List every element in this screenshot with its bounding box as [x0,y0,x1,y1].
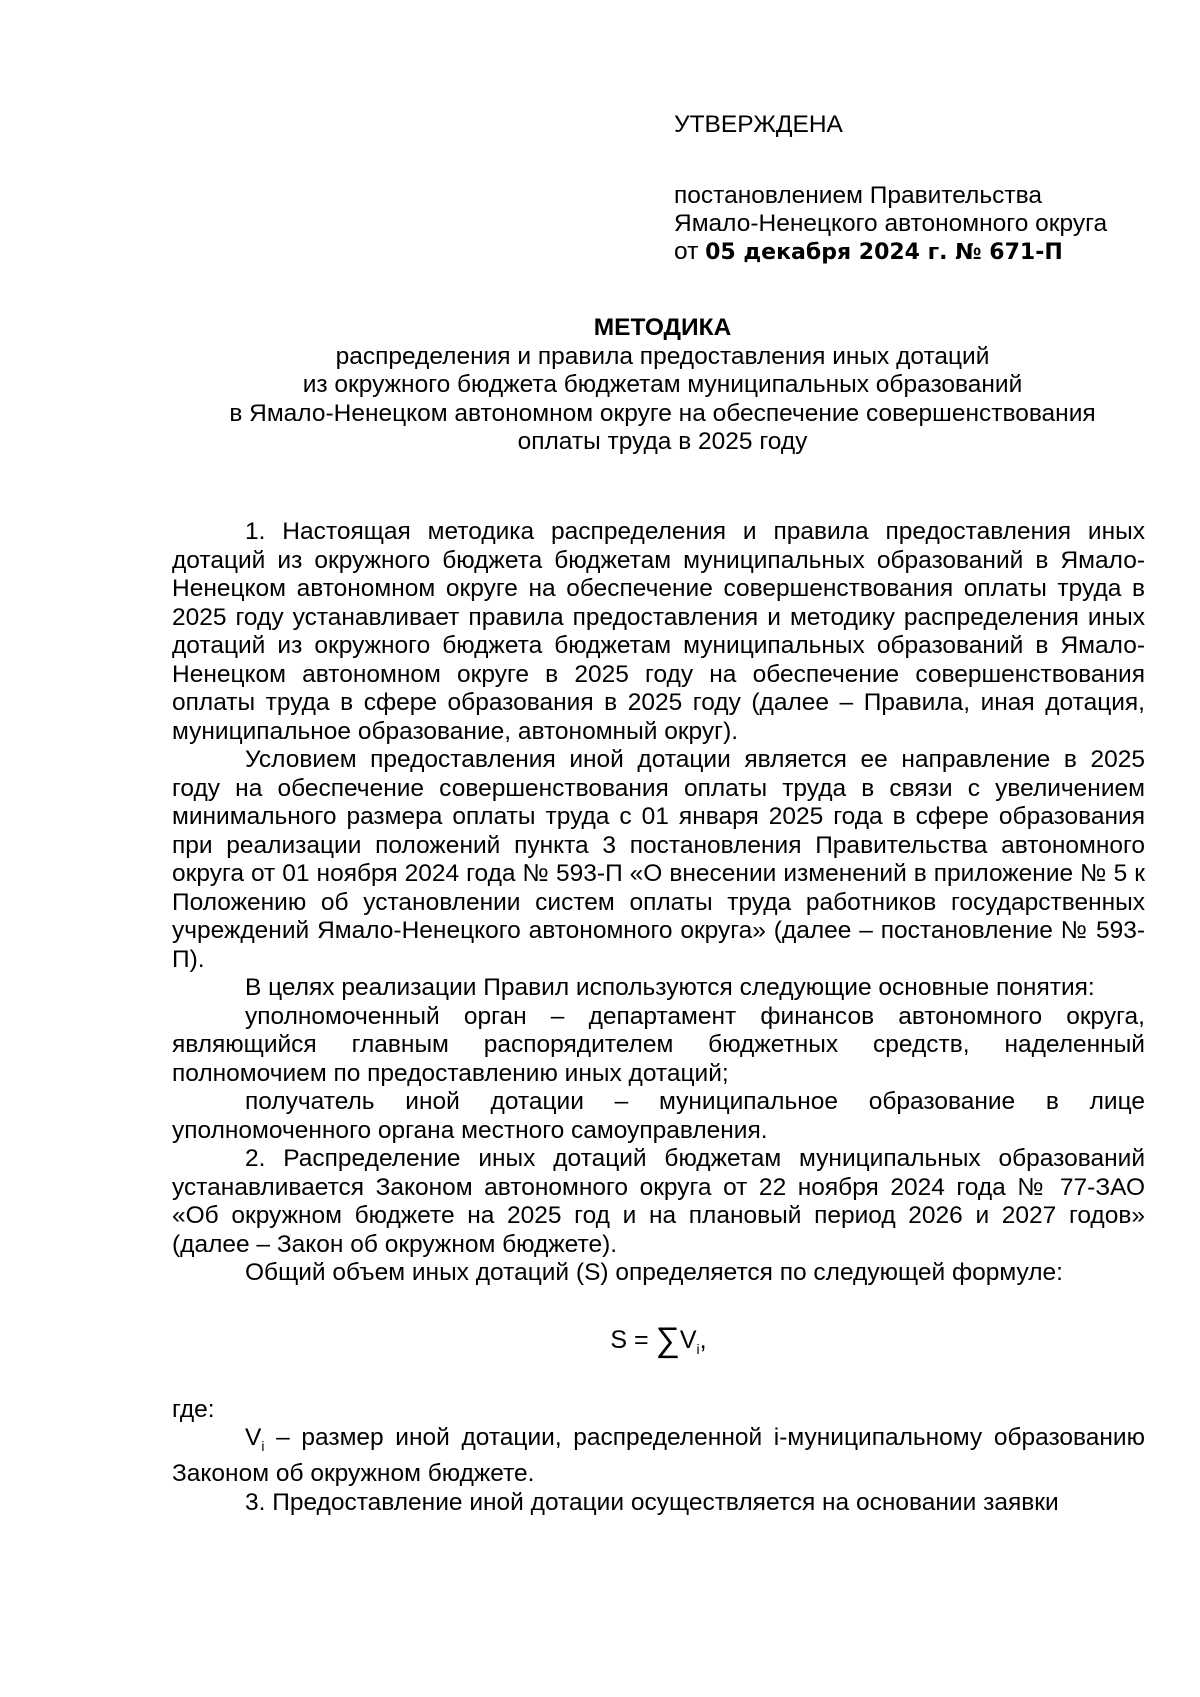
definition-subscript: i [261,1437,265,1454]
approval-line-2: Ямало-Ненецкого автономного округа [674,210,1108,237]
approval-date-prefix: от [674,238,706,265]
paragraph-terms-intro: В целях реализации Правил используются следующие основные понятия: [245,974,1095,1001]
formula-subscript: i [696,1340,700,1357]
formula-variable: V [679,1325,697,1354]
approval-block [674,111,1107,267]
subtitle-line: оплаты труда в 2025 году [517,428,808,455]
subtitle-line: распределения и правила предоставления иных дотаций [335,342,990,370]
paragraph-term-recipient: получатель иной дотации – муниципальное образование в лице уполномоченного органа местного самоуправления. [172,1088,1145,1144]
formula-tail: , [699,1325,707,1354]
definition-text: – размер иной дотации, распределенной i-муниципальному образованию Законом об окружном бюджете. [172,1424,1145,1488]
document-heading [150,314,1175,457]
subtitle-line: из окружного бюджета бюджетам муниципальных образований [302,371,1023,398]
approval-title: УТВЕРЖДЕНА [674,111,843,138]
document-type: МЕТОДИКА [593,314,732,341]
formula-lhs: S = [610,1325,656,1354]
definition-vi [172,1424,1145,1489]
definition-variable: V [245,1424,262,1451]
approval-details [674,182,1107,267]
approval-date-line [674,238,1107,267]
document-body [172,518,1145,1517]
approval-date-number: 05 декабря 2024 г. № 671-П [705,240,1063,265]
subtitle-line: в Ямало-Ненецком автономном округе на обеспечение совершенствования [229,399,1096,427]
paragraph-3: 3. Предоставление иной дотации осуществляется на основании заявки [245,1488,1059,1516]
paragraph-term-authority: уполномоченный орган – департамент финансов автономного округа, являющийся главным распорядителем бюджетных средств, наделенный полномочием по предоставлению иных дотаций; [172,1002,1145,1087]
paragraph-formula-intro: Общий объем иных дотаций (S) определяется по следующей формуле: [245,1259,1063,1286]
paragraph-1: 1. Настоящая методика распределения и правила предоставления иных дотаций из окружного бюджета бюджетам муниципальных образований в Ямало-Ненецком автономном округе на обеспечение совершенствования оплаты труда в 2025 году устанавливает правила предоставления и методику распределения иных дотаций из окружного бюджета бюджетам муниципальных образований в Ямало-Ненецком автономном округе в 2025 году на обеспечение совершенствования оплаты труда в сфере образования в 2025 году (далее – Правила, иная дотация, муниципальное образование, автономный округ). [172,518,1145,745]
formula [172,1320,1145,1366]
approval-line-1: постановлением Правительства [674,182,1042,209]
sum-symbol: ∑ [655,1320,680,1359]
paragraph-condition: Условием предоставления иной дотации является ее направление в 2025 году на обеспечение совершенствования оплаты труда в связи с увеличением минимального размера оплаты труда с 01 января 2025 года в сфере образования при реализации положений пункта 3 постановления Правительства автономного округа от 01 ноября 2024 года № 593-П «О внесении изменений в приложение № 5 к Положению об установлении систем оплаты труда работников государственных учреждений Ямало-Ненецкого автономного округа» (далее – постановление № 593-П). [172,746,1145,973]
paragraph-2: 2. Распределение иных дотаций бюджетам муниципальных образований устанавливается Законом автономного округа от 22 ноября 2024 года № 77-ЗАО «Об окружном бюджете на 2025 год и на плановый период 2026 и 2027 годов» (далее – Закон об окружном бюджете). [172,1145,1145,1258]
where-label: где: [172,1395,215,1423]
